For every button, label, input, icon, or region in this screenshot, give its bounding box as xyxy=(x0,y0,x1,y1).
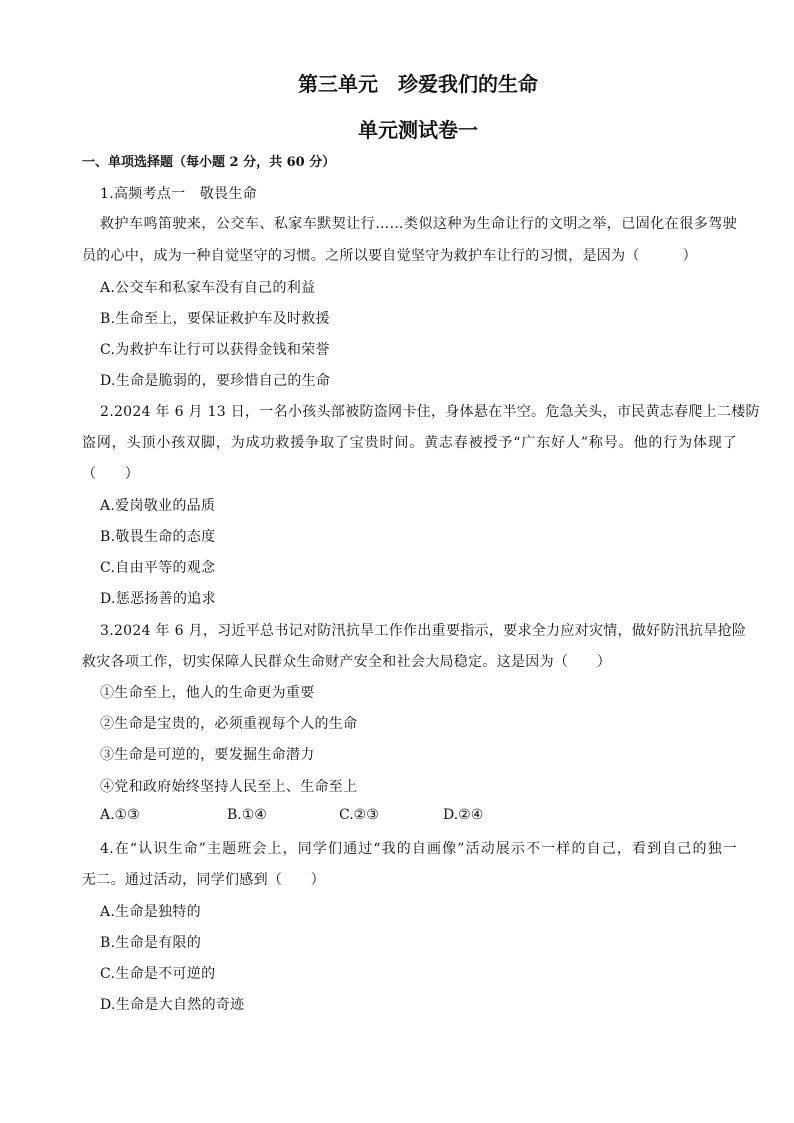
question-1-option-a: A.公交车和私家车没有自己的利益 xyxy=(100,280,316,296)
unit-title: 第三单元 珍爱我们的生命 xyxy=(298,72,538,96)
question-2-stem-line-3: （ ） xyxy=(82,466,140,482)
question-4-option-d: D.生命是大自然的奇迹 xyxy=(100,997,245,1013)
question-3-statement-3: ③生命是可逆的，要发掘生命潜力 xyxy=(100,747,315,763)
question-1-option-c: C.为救护车让行可以获得金钱和荣誉 xyxy=(100,342,330,358)
question-1-option-b: B.生命至上，要保证救护车及时救援 xyxy=(100,311,330,327)
question-2-option-c: C.自由平等的观念 xyxy=(100,560,216,576)
question-2-option-d: D.惩恶扬善的追求 xyxy=(100,591,216,607)
question-2-option-b: B.敬畏生命的态度 xyxy=(100,529,216,545)
question-3-option-d: D.②④ xyxy=(443,807,484,823)
question-2-stem-line-1: 2.2024 年 6 月 13 日，一名小孩头部被防盗网卡住，身体悬在半空。危急关头，市民黄志春爬上二楼防 xyxy=(100,404,760,420)
question-2-stem-line-2: 盗网，头顶小孩双脚，为成功救援争取了宝贵时间。黄志春被授予“广东好人”称号。他的行为体现了 xyxy=(82,435,737,451)
question-3-option-b: B.①④ xyxy=(227,807,267,823)
question-1-option-d: D.生命是脆弱的，要珍惜自己的生命 xyxy=(100,373,331,389)
question-4-stem-line-1: 4.在“认识生命”主题班会上，同学们通过“我的自画像”活动展示不一样的自己，看到自己的独一 xyxy=(100,841,737,857)
question-1-stem-line-1: 救护车鸣笛驶来，公交车、私家车默契让行……类似这种为生命让行的文明之举，已固化在很多驾驶 xyxy=(100,216,737,232)
question-3-statement-4: ④党和政府始终坚持人民至上、生命至上 xyxy=(100,779,358,795)
question-3-stem-line-2: 救灾各项工作，切实保障人民群众生命财产安全和社会大局稳定。这是因为（ ） xyxy=(82,654,612,670)
question-2-option-a: A.爱岗敬业的品质 xyxy=(100,498,216,514)
question-4-option-a: A.生命是独特的 xyxy=(100,904,201,920)
question-4-stem-line-2: 无二。通过活动，同学们感到（ ） xyxy=(82,872,326,888)
question-3-options-row xyxy=(100,807,483,823)
section-heading: 一、单项选择题（每小题 2 分，共 60 分） xyxy=(82,155,336,170)
question-3-stem-line-1: 3.2024 年 6 月，习近平总书记对防汛抗旱工作作出重要指示，要求全力应对灾情，做好防汛抗旱抢险 xyxy=(100,623,747,639)
question-3-statement-1: ①生命至上，他人的生命更为重要 xyxy=(100,685,315,701)
question-4-option-c: C.生命是不可逆的 xyxy=(100,966,216,982)
question-3-statement-2: ②生命是宝贵的，必须重视每个人的生命 xyxy=(100,716,358,732)
question-4-option-b: B.生命是有限的 xyxy=(100,935,202,951)
question-3-option-c: C.②③ xyxy=(339,807,379,823)
question-1-stem-line-2: 员的心中，成为一种自觉坚守的习惯。之所以要自觉坚守为救护车让行的习惯，是因为（ ） xyxy=(82,248,697,264)
test-subtitle: 单元测试卷一 xyxy=(358,118,478,142)
question-3-option-a: A.①③ xyxy=(100,807,140,823)
question-1-tag: 1.高频考点一 敬畏生命 xyxy=(100,186,257,202)
